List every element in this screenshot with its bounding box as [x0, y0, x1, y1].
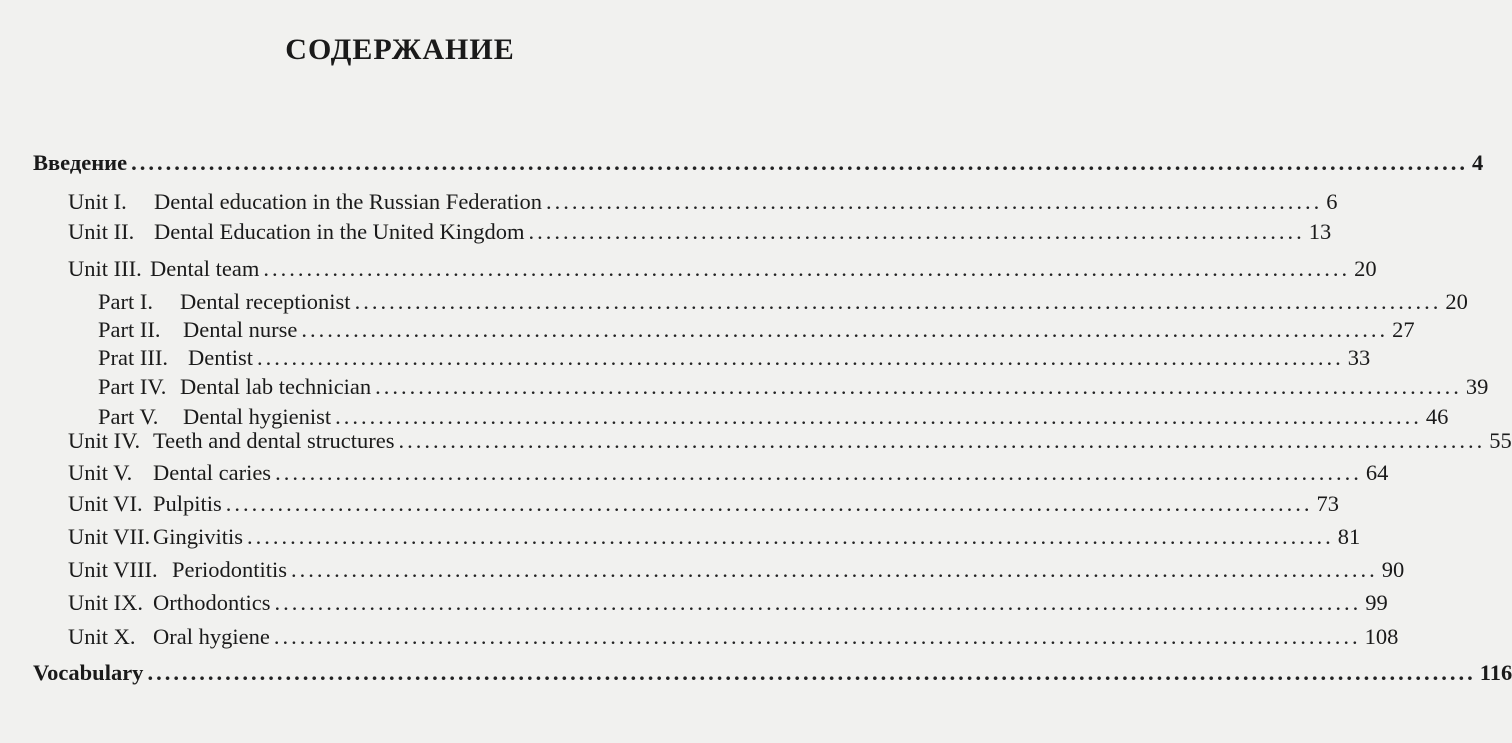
dot-leader: .............................................................................................................................. — [274, 590, 1362, 615]
unit-title: Dental education in the Russian Federation — [154, 189, 543, 214]
dot-leader: .............................................................................................................................. — [335, 404, 1422, 429]
part-title: Dental lab technician — [180, 374, 372, 399]
toc-entry-part-4[interactable] — [98, 373, 1489, 401]
unit-number: Unit IV. — [68, 428, 141, 453]
unit-number: Unit IX. — [68, 590, 143, 615]
toc-entry-label: Введение — [33, 150, 128, 175]
toc-entry-unit-4[interactable] — [68, 427, 1512, 455]
toc-entry-vocabulary[interactable] — [33, 659, 1512, 687]
toc-entry-page: 33 — [1347, 345, 1371, 370]
toc-entry-page: 90 — [1381, 557, 1405, 582]
toc-entry-part-1[interactable] — [98, 288, 1468, 316]
part-number: Part I. — [98, 289, 153, 314]
toc-entry-unit-10[interactable] — [68, 623, 1399, 651]
dot-leader: .............................................................................................................................. — [257, 345, 1344, 370]
toc-entry-page: 4 — [1472, 150, 1484, 175]
dot-leader: .............................................................................................................................. — [301, 317, 1389, 342]
toc-entry-unit-9[interactable] — [68, 589, 1388, 617]
dot-leader: .............................................................................................................................. — [275, 460, 1362, 485]
part-number: Part II. — [98, 317, 161, 342]
unit-title: Pulpitis — [153, 491, 222, 516]
unit-title: Dental caries — [153, 460, 272, 485]
unit-number: Unit III. — [68, 256, 142, 281]
toc-entry-page: 6 — [1326, 189, 1338, 214]
toc-entry-label: Vocabulary — [33, 660, 144, 685]
part-number: Prat III. — [98, 345, 168, 370]
dot-leader: .......................................................................................... — [546, 189, 1323, 214]
part-title: Dentist — [188, 345, 253, 370]
toc-entry-page: 81 — [1337, 524, 1361, 549]
unit-title: Dental team — [150, 256, 260, 281]
toc-entry-page: 116 — [1479, 660, 1512, 685]
toc-entry-page: 13 — [1308, 219, 1332, 244]
unit-title: Periodontitis — [172, 557, 288, 582]
dot-leader: .............................................................................................................................. — [375, 374, 1462, 399]
toc-entry-unit-3[interactable] — [68, 255, 1377, 283]
dot-leader: .......................................................................................... — [528, 219, 1305, 244]
unit-title: Gingivitis — [153, 524, 244, 549]
dot-leader: .............................................................................................................................. — [247, 524, 1334, 549]
unit-number: Unit II. — [68, 219, 135, 244]
toc-entry-page: 55 — [1489, 428, 1512, 453]
unit-number: Unit V. — [68, 460, 133, 485]
toc-entry-page: 99 — [1365, 590, 1388, 615]
toc-entry-page: 39 — [1465, 374, 1489, 399]
unit-number: Unit X. — [68, 624, 136, 649]
dot-leader: .............................................................................................................................. — [354, 289, 1442, 314]
part-title: Dental hygienist — [183, 404, 332, 429]
unit-number: Unit I. — [68, 189, 127, 214]
unit-title: Teeth and dental structures — [153, 428, 395, 453]
toc-entry-page: 46 — [1425, 404, 1449, 429]
dot-leader: ........................................................................................................................................................... — [131, 150, 1469, 175]
unit-number: Unit VI. — [68, 491, 143, 516]
toc-entry-page: 108 — [1364, 624, 1399, 649]
dot-leader: .......................................................................................................................................................... — [147, 660, 1476, 685]
dot-leader: .............................................................................................................................. — [273, 624, 1361, 649]
toc-entry-unit-2[interactable] — [68, 218, 1332, 246]
toc-entry-introduction[interactable] — [33, 149, 1484, 177]
part-number: Part V. — [98, 404, 159, 429]
toc-entry-part-2[interactable] — [98, 316, 1415, 344]
unit-number: Unit VIII. — [68, 557, 158, 582]
toc-entry-page: 20 — [1354, 256, 1377, 281]
part-title: Dental nurse — [183, 317, 298, 342]
part-number: Part IV. — [98, 374, 167, 399]
toc-entry-part-3[interactable] — [98, 344, 1371, 372]
toc-entry-page: 27 — [1392, 317, 1415, 342]
toc-entry-unit-5[interactable] — [68, 459, 1389, 487]
dot-leader: .............................................................................................................................. — [398, 428, 1486, 453]
unit-title: Oral hygiene — [153, 624, 270, 649]
toc-entry-unit-6[interactable] — [68, 490, 1340, 518]
toc-entry-page: 73 — [1316, 491, 1340, 516]
toc-entry-unit-7[interactable] — [68, 523, 1361, 551]
unit-title: Orthodontics — [153, 590, 271, 615]
unit-title: Dental Education in the United Kingdom — [154, 219, 525, 244]
unit-number: Unit VII. — [68, 524, 151, 549]
toc-entry-page: 64 — [1365, 460, 1389, 485]
dot-leader: .............................................................................................................................. — [263, 256, 1351, 281]
dot-leader: .............................................................................................................................. — [225, 491, 1313, 516]
toc-entry-unit-8[interactable] — [68, 556, 1405, 584]
toc-entry-unit-1[interactable] — [68, 188, 1338, 216]
page-title: СОДЕРЖАНИЕ — [285, 33, 515, 66]
dot-leader: .............................................................................................................................. — [291, 557, 1378, 582]
toc-entry-page: 20 — [1445, 289, 1468, 314]
part-title: Dental receptionist — [180, 289, 351, 314]
